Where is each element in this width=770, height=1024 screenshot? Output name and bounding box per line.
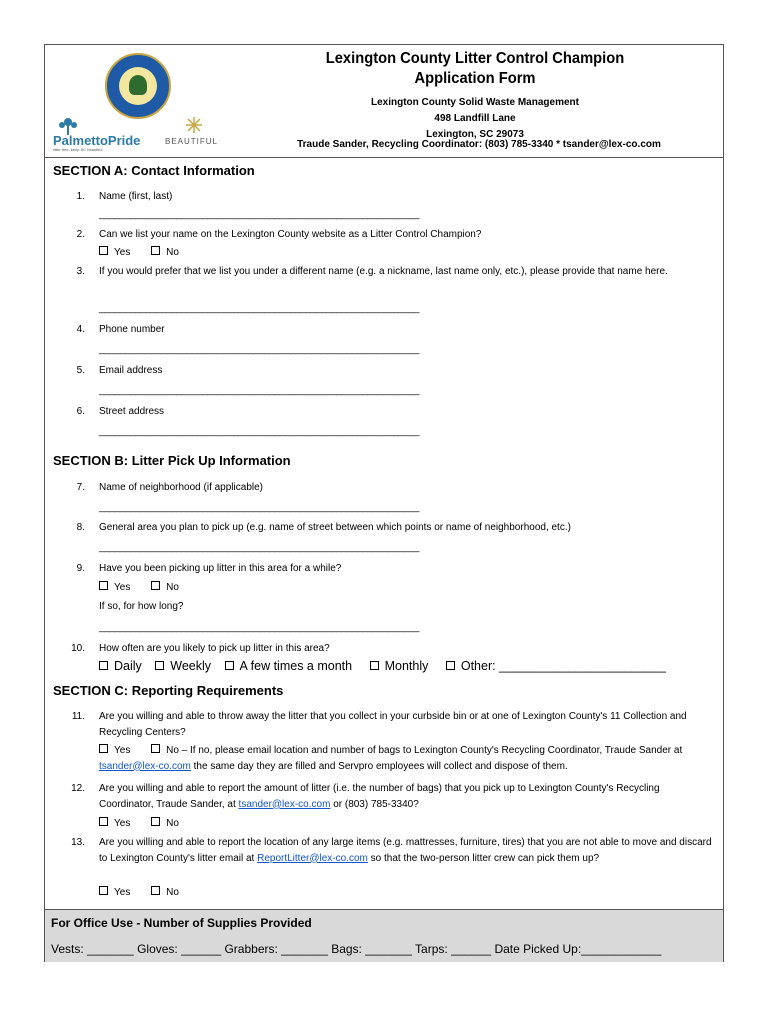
form-header (45, 45, 723, 158)
q3-number: 3. (76, 266, 85, 277)
q12-options (99, 816, 179, 832)
q9-options (99, 580, 179, 596)
q13-number: 13. (71, 837, 85, 848)
q9-no-label: No (166, 582, 179, 593)
freq-monthly-checkbox[interactable] (370, 661, 379, 670)
q10-label: How often are you likely to pick up litter in this area? (99, 643, 330, 654)
freq-other-label[interactable]: Other: ________________________ (460, 659, 666, 673)
q11-label: Are you willing and able to throw away the litter that you collect in your curbside bin or at one of Lexington County's 11 Collection and Recycling Centers? (99, 711, 687, 738)
q11-yes-label: Yes (114, 745, 131, 756)
q13-no-label: No (166, 887, 179, 898)
freq-few-times-label: A few times a month (239, 659, 353, 673)
office-use-section (45, 909, 723, 962)
logo-area (45, 45, 245, 157)
application-form (44, 44, 724, 962)
q13-label (99, 835, 714, 866)
freq-monthly-label: Monthly (384, 659, 429, 673)
q13-yes-label: Yes (114, 887, 131, 898)
q4-answer-line[interactable]: ______________________________________________________________ (99, 344, 420, 355)
q11-yes-checkbox[interactable] (99, 744, 108, 753)
q10-number: 10. (71, 643, 85, 654)
org-street: 498 Landfill Lane (434, 113, 516, 124)
q6-label: Street address (99, 406, 165, 417)
q4-number: 4. (76, 324, 85, 335)
freq-weekly-label: Weekly (170, 659, 212, 673)
county-seal-logo (105, 53, 171, 119)
seal-tree-icon (129, 75, 147, 95)
q11-no-checkbox[interactable] (151, 744, 160, 753)
org-name: Lexington County Solid Waste Management (371, 97, 579, 108)
section-a-title: SECTION A: Contact Information (53, 163, 255, 178)
q7-label: Name of neighborhood (if applicable) (99, 482, 263, 493)
q9-follow-up: If so, for how long? (99, 601, 184, 612)
q1-answer-line[interactable]: ______________________________________________________________ (99, 209, 420, 220)
palmetto-pride-logo-text: PalmettoPride (53, 133, 141, 148)
form-title-line2: Application Form (414, 70, 536, 87)
q9-label: Have you been picking up litter in this area for a while? (99, 563, 342, 574)
palmetto-tagline: litter free, keep SC beautiful (53, 147, 103, 152)
q8-number: 8. (76, 522, 85, 533)
title-block (245, 49, 705, 150)
q7-number: 7. (76, 482, 85, 493)
q12-email-link[interactable]: tsander@lex-co.com (238, 798, 331, 810)
q1-number: 1. (76, 191, 85, 202)
q9-number: 9. (76, 563, 85, 574)
q13-text: Are you willing and able to report the location of any large items (e.g. mattresses, furniture, tires) that you are not able to move and discard to Lexington County's litter email at (99, 837, 712, 864)
q5-number: 5. (76, 365, 85, 376)
org-city: Lexington, SC 29073 (426, 129, 524, 140)
q9-answer-line[interactable]: ______________________________________________________________ (99, 622, 420, 633)
form-title-line1: Lexington County Litter Control Champion (325, 50, 625, 67)
freq-daily-label: Daily (114, 659, 142, 673)
q13-no-checkbox[interactable] (151, 886, 160, 895)
q11-no-text-end: the same day they are filled and Servpro employees will collect and dispose of them. (193, 760, 568, 772)
freq-weekly-checkbox[interactable] (155, 661, 164, 670)
q12-yes-checkbox[interactable] (99, 817, 108, 826)
office-use-fields[interactable]: Vests: _______ Gloves: ______ Grabbers: _______ Bags: _______ Tarps: ______ Date Picked Up:____________ (51, 942, 662, 956)
q2-yes-checkbox[interactable] (99, 246, 108, 255)
keep-beautiful-logo-text: BEAUTIFUL (165, 137, 219, 146)
q2-number: 2. (76, 229, 85, 240)
q2-label: Can we list your name on the Lexington County website as a Litter Control Champion? (99, 229, 482, 240)
q7-answer-line[interactable]: ______________________________________________________________ (99, 502, 420, 513)
q2-no-checkbox[interactable] (151, 246, 160, 255)
q11-number: 11. (71, 711, 85, 722)
q10-options (99, 659, 666, 675)
q11-no-text: No – If no, please email location and number of bags to Lexington County's Recycling Coordinator, Traude Sander at (166, 745, 683, 756)
q9-yes-checkbox[interactable] (99, 581, 108, 590)
q6-answer-line[interactable]: ______________________________________________________________ (99, 426, 420, 437)
freq-other-checkbox[interactable] (446, 661, 455, 670)
q12-no-checkbox[interactable] (151, 817, 160, 826)
q3-answer-line[interactable]: ______________________________________________________________ (99, 303, 420, 314)
q12-label (99, 781, 714, 812)
section-b-title: SECTION B: Litter Pick Up Information (53, 453, 291, 468)
q2-options (99, 245, 179, 261)
q2-yes-label: Yes (114, 247, 131, 258)
q4-label: Phone number (99, 324, 165, 335)
section-c-title: SECTION C: Reporting Requirements (53, 683, 284, 698)
q12-no-label: No (166, 818, 179, 829)
q8-answer-line[interactable]: ______________________________________________________________ (99, 542, 420, 553)
office-use-title: For Office Use - Number of Supplies Provided (51, 916, 312, 930)
q12-yes-label: Yes (114, 818, 131, 829)
q6-number: 6. (76, 406, 85, 417)
q9-yes-label: Yes (114, 582, 131, 593)
q13-text-end: so that the two-person litter crew can pick them up? (370, 852, 600, 864)
q12-text: Are you willing and able to report the amount of litter (i.e. the number of bags) that you pick up to Lexington County's Recycling Coordinator, Traude Sander, at (99, 783, 660, 810)
q13-yes-checkbox[interactable] (99, 886, 108, 895)
q12-text-end: or (803) 785-3340? (333, 798, 419, 810)
q11-options (99, 743, 714, 774)
q2-no-label: No (166, 247, 179, 258)
q3-label: If you would prefer that we list you under a different name (e.g. a nickname, last name only, etc.), please provide that name here. (99, 266, 668, 277)
q12-number: 12. (71, 783, 85, 794)
q11-email-link[interactable]: tsander@lex-co.com (99, 760, 191, 772)
freq-daily-checkbox[interactable] (99, 661, 108, 670)
freq-few-times-checkbox[interactable] (225, 661, 234, 670)
q13-options (99, 885, 179, 901)
q5-answer-line[interactable]: ______________________________________________________________ (99, 385, 420, 396)
q1-label: Name (first, last) (99, 191, 173, 202)
q5-label: Email address (99, 365, 163, 376)
q13-email-link[interactable]: ReportLitter@lex-co.com (257, 852, 368, 864)
q9-no-checkbox[interactable] (151, 581, 160, 590)
org-contact: Traude Sander, Recycling Coordinator: (803) 785-3340 * tsander@lex-co.com (297, 139, 661, 150)
q8-label: General area you plan to pick up (e.g. name of street between which points or name of neighborhood, etc.) (99, 522, 571, 533)
